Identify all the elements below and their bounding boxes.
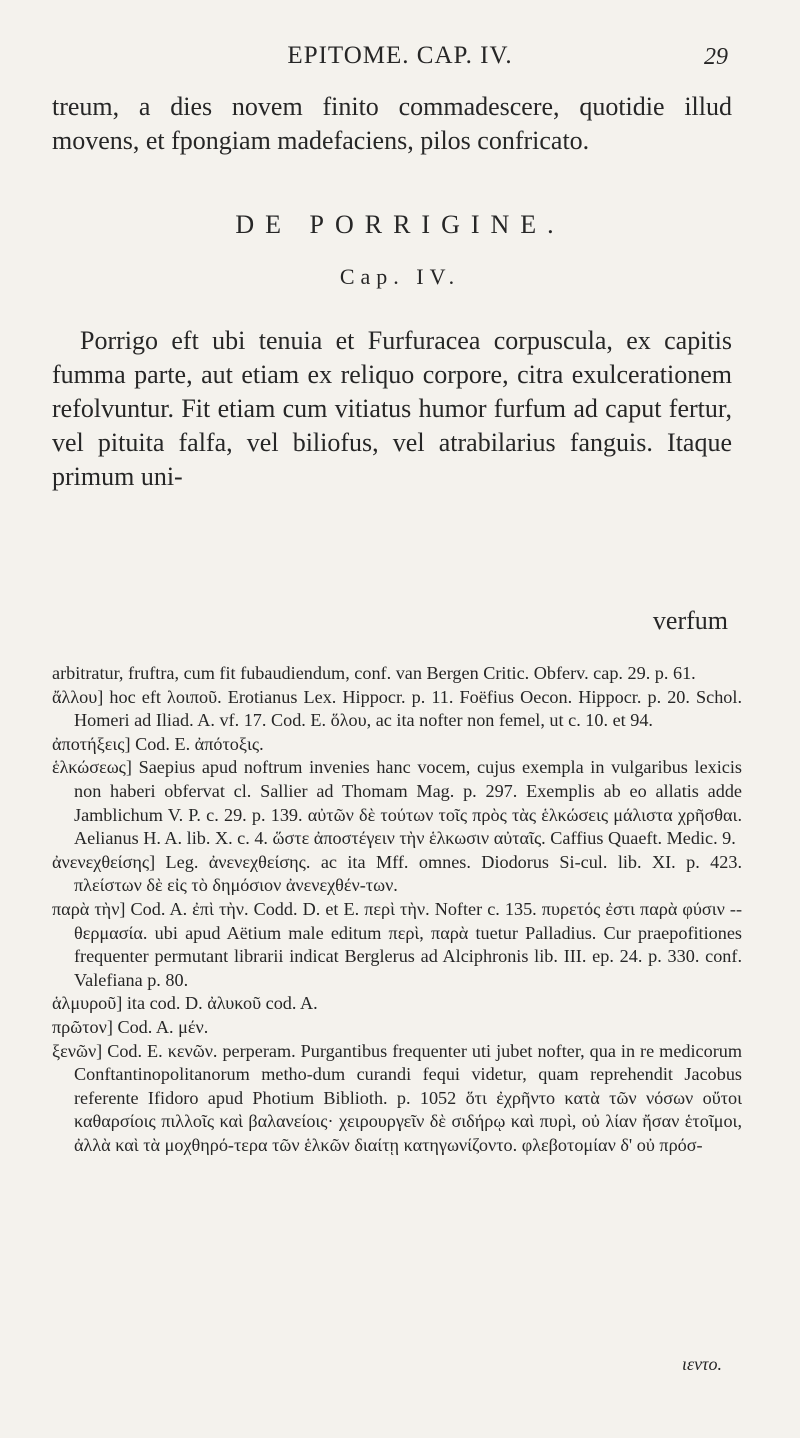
- top-paragraph: treum, a dies novem finito commadescere, quotidie illud movens, et fpongiam madefaciens, pilos confricato.: [52, 92, 732, 155]
- footer-catchword: ιεντο.: [681, 1354, 722, 1374]
- footnotes: [52, 662, 742, 1157]
- footnote: arbitratur, fruftra, cum fit fubaudiendum, conf. van Bergen Critic. Obferv. cap. 29. p. 61.: [52, 663, 696, 683]
- running-head: [0, 42, 800, 74]
- footnote: ἑλκώσεως] Saepius apud noftrum invenies hanc vocem, cujus exempla in vulgaribus lexicis non haberi obfervat cl. Sallier ad Thomam Mag. p. 297. Exemplis ab eo allatis adde Jamblichum V. P. c. 29. p. 139. αὐτῶν δὲ τούτων τοῖς πρὸς τὰς ἑλκώσεις μάλιστα χρῆσθαι. Aelianus H. A. lib. X. c. 4. ὥστε ἀποστέγειν τὴν ἑλκωσιν αὐταῖς. Caffius Quaeft. Medic. 9.: [52, 757, 742, 849]
- footnote: ξενῶν] Cod. E. κενῶν. perperam. Purgantibus frequenter uti jubet nofter, qua in re medicorum Conftantinopolitanorum metho-dum curandi fequi videtur, quam reprehendit Jacobus referente Ifidoro apud Photium Biblioth. p. 1052 ὅτι ἐχρῆντο κατὰ τῶν νόσων οὔτοι καθαρσίοις πιλλοῖς καὶ βαλανείοις· χειρουργεῖν δὲ σιδήρῳ καὶ πυρὶ, οὐ λίαν ἤσαν ἑτοῖμοι, ἀλλὰ καὶ τὰ μοχθηρό-τερα τῶν ἑλκῶν διαίτῃ κατηγωνίζοντο. φλεβοτομίαν δ' οὐ πρόσ-: [52, 1040, 742, 1155]
- footnote: ἄλλου] hoc eft λοιποῦ. Erotianus Lex. Hippocr. p. 11. Foëfius Oecon. Hippocr. p. 20. Schol. Homeri ad Iliad. A. vf. 17. Cod. E. ὅλου, ac ita nofter non femel, ut c. 10. et 94.: [52, 686, 742, 731]
- footnote: πρῶτον] Cod. A. μέν.: [52, 1016, 209, 1037]
- footnote: παρὰ τὴν] Cod. A. ἐπὶ τὴν. Codd. D. et E. περὶ τὴν. Nofter c. 135. πυρετός ἐστι παρὰ φύσιν -- θερμασία. ubi apud Aëtium male editum περὶ, παρὰ tuetur Palladius. Cur praepofitiones frequenter permutant librarii indicat Berglerus ad Alciphronis lib. III. ep. 24. p. 330. conf. Valefiana p. 80.: [52, 898, 742, 990]
- catchword: verfum: [652, 606, 728, 635]
- running-title: EPITOME. CAP. IV.: [287, 42, 513, 69]
- footnote: ἁλμυροῦ] ita cod. D. ἀλυκοῦ cod. A.: [52, 993, 318, 1014]
- main-paragraph: Porrigo eft ubi tenuia et Furfuracea corpuscula, ex capitis fumma parte, aut etiam ex reliquo corpore, citra exulcerationem refolvuntur. Fit etiam cum vitiatus humor furfum ad caput fertur, vel pituita falfa, vel biliofus, vel atrabilarius fanguis. Itaque primum uni-: [52, 326, 732, 491]
- footnote: ἀποτήξεις] Cod. E. ἀπότοξις.: [52, 733, 264, 754]
- footnote: ἀνενεχθείσης] Leg. ἀνενεχθείσης. ac ita Mff. omnes. Diodorus Si-cul. lib. XI. p. 423. πλείστων δὲ εἰς τὸ δημόσιον ἀνενεχθέν-των.: [52, 851, 742, 896]
- section-title: DE PORRIGINE.: [235, 210, 565, 239]
- page-number: 29: [704, 44, 728, 70]
- chapter-title: Cap. IV.: [339, 264, 461, 289]
